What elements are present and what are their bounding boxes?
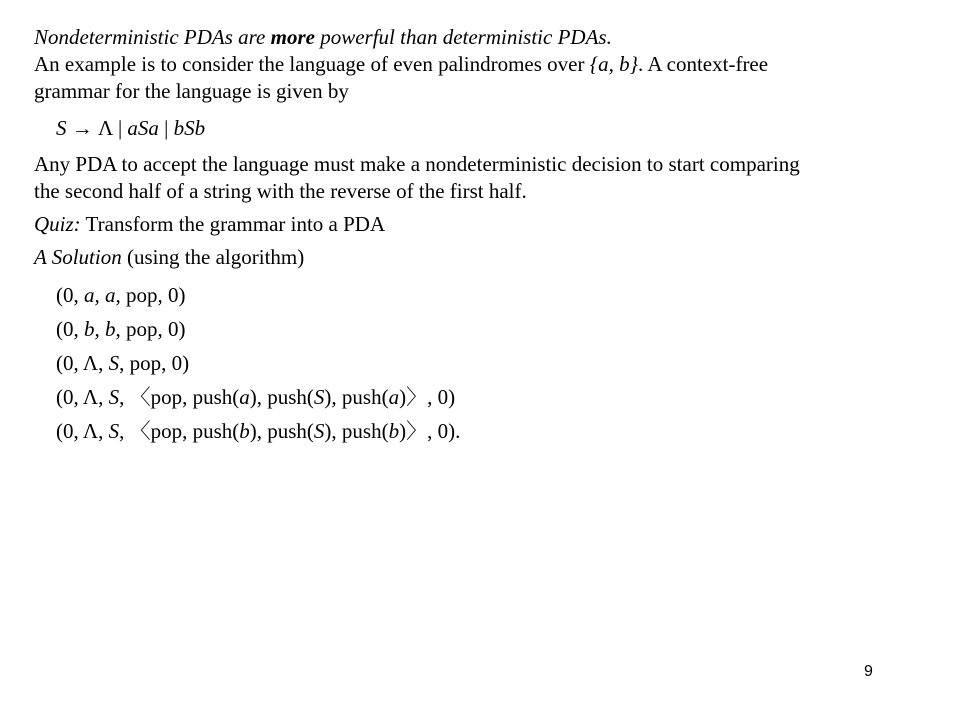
instruction-5: (0, Λ, S, 〈pop, push(b), push(S), push(b)〉, 0). [56, 419, 461, 443]
solution-line: A Solution (using the algorithm) [34, 245, 305, 269]
intro-line-3: grammar for the language is given by [34, 79, 349, 103]
emphasis-more: more [270, 25, 315, 49]
solution-label: A Solution [34, 245, 122, 269]
explanation-line-2: the second half of a string with the reverse of the first half. [34, 179, 527, 203]
intro-line-2: An example is to consider the language of even palindromes over {a, b}. A context-free [34, 52, 769, 76]
lambda-symbol: Λ [82, 351, 99, 375]
quiz-line: Quiz: Transform the grammar into a PDA [34, 212, 386, 236]
quiz-label: Quiz: [34, 212, 81, 236]
lambda-symbol: Λ [98, 116, 113, 140]
page-number: 9 [864, 663, 873, 680]
alphabet-set: {a, b} [589, 52, 639, 76]
instruction-1: (0, a, a, pop, 0) [56, 283, 186, 307]
instruction-3: (0, Λ, S, pop, 0) [56, 351, 190, 375]
explanation-line-1: Any PDA to accept the language must make a nondeterministic decision to start comparing [34, 152, 800, 176]
instruction-2: (0, b, b, pop, 0) [56, 317, 186, 341]
intro-line-1: Nondeterministic PDAs are more powerful than deterministic PDAs. [34, 25, 612, 49]
intro-paragraph [34, 24, 934, 105]
grammar-rule: S → Λ | aSa | bSb [56, 116, 206, 140]
explanation-paragraph [34, 151, 934, 205]
lambda-symbol: Λ [82, 385, 99, 409]
instruction-4: (0, Λ, S, 〈pop, push(a), push(S), push(a)〉, 0) [56, 385, 456, 409]
lambda-symbol: Λ [82, 419, 99, 443]
